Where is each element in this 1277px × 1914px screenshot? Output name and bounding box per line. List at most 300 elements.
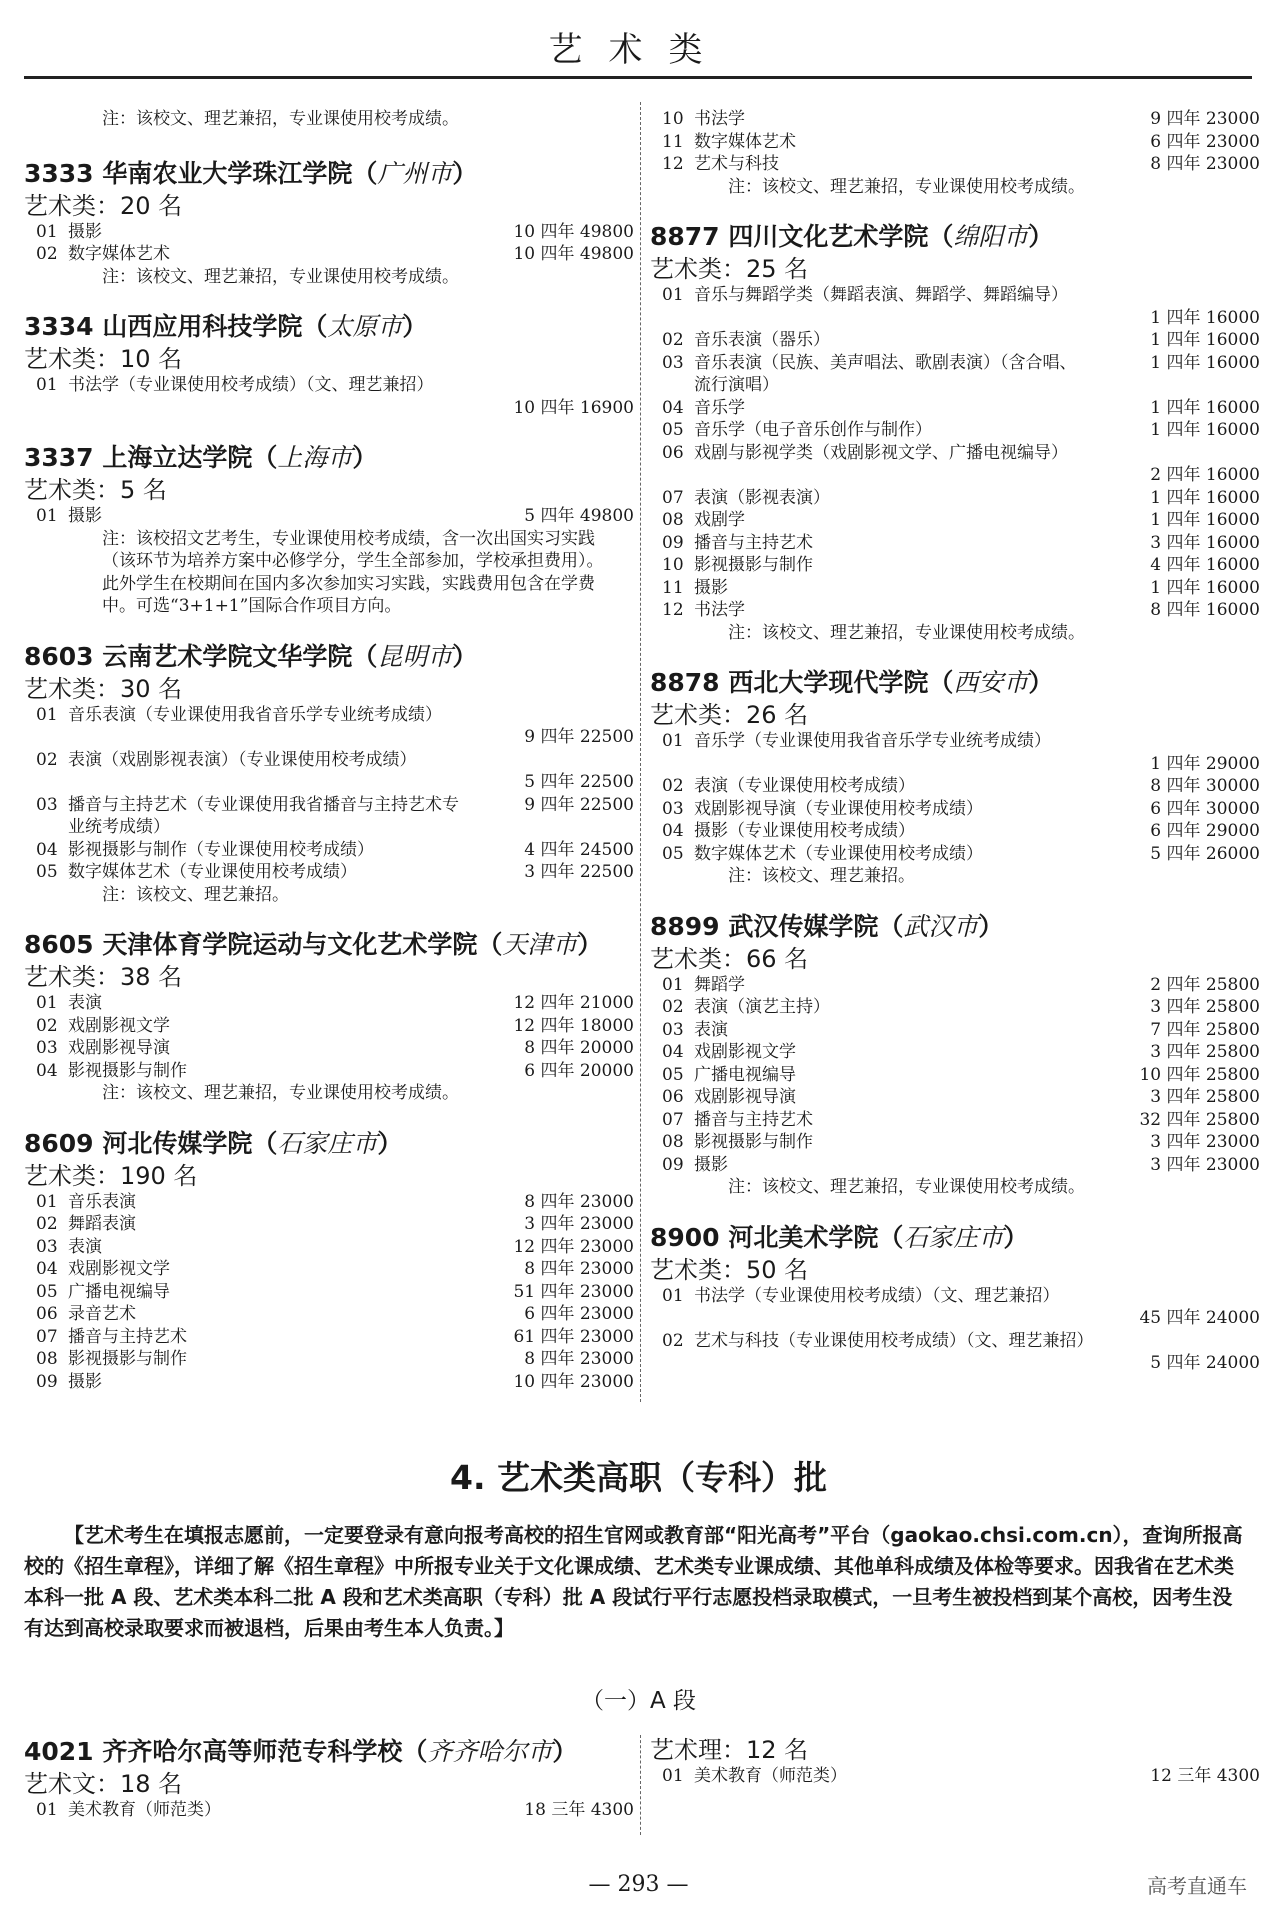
major-stats: 6 四年 30000 <box>1150 798 1260 819</box>
school-block <box>650 910 1260 1199</box>
school-block <box>650 666 1260 888</box>
school-city: 武汉市 <box>903 911 979 941</box>
school-block <box>24 310 634 419</box>
major-stats: 1 四年 16000 <box>1150 577 1260 598</box>
school-city: 西安市 <box>953 668 1029 697</box>
major-row <box>650 284 1260 329</box>
school-name: 山西应用科技学院 <box>102 312 303 341</box>
school-quota: 艺术类：30 名 <box>24 674 183 703</box>
top-note: 注：该校文、理艺兼招，专业课使用校考成绩。 <box>102 109 459 129</box>
school-title: 8877 四川文化艺术学院（绵阳市） <box>650 222 1054 251</box>
school-city: 石家庄市 <box>903 1222 1004 1252</box>
major-row <box>24 221 634 244</box>
major-number: 01 <box>36 506 58 526</box>
bottom-column-divider <box>640 1735 641 1835</box>
major-number: 01 <box>36 1191 58 1212</box>
major-stats: 45 四年 24000 <box>1139 1308 1260 1328</box>
major-number: 02 <box>662 776 684 796</box>
major-stats: 5 四年 26000 <box>1150 843 1260 864</box>
major-stats: 2 四年 16000 <box>1150 465 1260 485</box>
major-stats: 5 四年 49800 <box>524 506 634 526</box>
major-number: 05 <box>662 420 684 440</box>
major-row <box>650 419 1260 442</box>
major-name: 影视摄影与制作（专业课使用校考成绩） <box>68 839 374 860</box>
school-quota: 艺术理：12 名 <box>650 1736 809 1764</box>
major-name: 播音与主持艺术 <box>68 1326 187 1347</box>
major-number: 11 <box>662 577 684 598</box>
major-stats: 12 四年 18000 <box>513 1015 634 1036</box>
major-row <box>650 108 1260 131</box>
major-name: 录音艺术 <box>68 1304 136 1324</box>
major-stats: 6 四年 29000 <box>1150 821 1260 841</box>
school-title: 8899 武汉传媒学院（武汉市） <box>650 911 1004 941</box>
continued-majors <box>650 108 1260 198</box>
major-name: 表演 <box>694 1019 728 1040</box>
major-row <box>24 1281 634 1304</box>
school-title: 8609 河北传媒学院（石家庄市） <box>24 1128 403 1158</box>
major-name: 音乐表演（器乐） <box>694 330 830 350</box>
major-stats: 8 四年 20000 <box>524 1038 634 1058</box>
major-name: 广播电视编导 <box>694 1064 796 1085</box>
major-number: 01 <box>36 221 58 242</box>
major-name: 戏剧学 <box>694 510 745 530</box>
major-name: 戏剧影视导演（专业课使用校考成绩） <box>694 798 983 819</box>
major-row <box>24 1037 634 1060</box>
school-code: 8899 <box>650 911 720 941</box>
major-number: 01 <box>662 285 684 305</box>
major-row <box>650 532 1260 555</box>
major-number: 10 <box>662 555 684 575</box>
school-city: 上海市 <box>277 443 353 472</box>
school-note: 注：该校文、理艺兼招，专业课使用校考成绩。 <box>102 1083 459 1103</box>
major-name: 数字媒体艺术（专业课使用校考成绩） <box>68 862 357 882</box>
major-row <box>24 1236 634 1259</box>
major-name: 播音与主持艺术 <box>694 532 813 553</box>
major-row <box>650 397 1260 420</box>
major-stats: 7 四年 25800 <box>1150 1019 1260 1040</box>
major-name: 书法学（专业课使用校考成绩）（文、理艺兼招） <box>68 375 434 395</box>
major-name: 美术教育（师范类） <box>694 1766 847 1786</box>
major-number: 01 <box>36 993 58 1013</box>
major-name: 书法学（专业课使用校考成绩）（文、理艺兼招） <box>694 1285 1060 1306</box>
school-title: 3337 上海立达学院（上海市） <box>24 443 378 472</box>
major-number: 07 <box>662 1109 684 1130</box>
major-stats: 1 四年 16000 <box>1150 352 1260 373</box>
major-number: 05 <box>36 862 58 882</box>
major-name: 数字媒体艺术 <box>68 244 170 264</box>
major-stats: 1 四年 16000 <box>1150 397 1260 418</box>
school-city: 昆明市 <box>377 641 453 671</box>
major-stats: 5 四年 22500 <box>524 772 634 792</box>
school-block <box>24 640 634 907</box>
major-name: 戏剧影视文学 <box>68 1259 170 1279</box>
school-note: 注：该校文、理艺兼招，专业课使用校考成绩。 <box>728 622 1085 643</box>
school-city: 绵阳市 <box>953 222 1029 251</box>
major-row <box>24 374 634 419</box>
major-row <box>24 505 634 528</box>
major-stats: 3 四年 25800 <box>1150 1042 1260 1062</box>
school-note: 注：该校文、理艺兼招，专业课使用校考成绩。 <box>728 1177 1085 1197</box>
major-number: 04 <box>662 1042 684 1062</box>
major-stats: 1 四年 16000 <box>1150 510 1260 530</box>
school-code: 8609 <box>24 1128 94 1158</box>
school-quota: 艺术类：66 名 <box>650 944 809 973</box>
major-stats: 4 四年 24500 <box>524 839 634 860</box>
major-name: 表演（戏剧影视表演）（专业课使用校考成绩） <box>68 749 417 770</box>
major-number: 02 <box>36 244 58 264</box>
bottom-left-block <box>24 1735 634 1822</box>
school-title: 4021 齐齐哈尔高等师范专科学校（齐齐哈尔市） <box>24 1737 578 1766</box>
major-name: 表演 <box>68 1236 102 1257</box>
school-quota: 艺术类：26 名 <box>650 701 809 729</box>
major-row <box>650 131 1260 154</box>
major-stats: 1 四年 16000 <box>1150 420 1260 440</box>
major-name: 舞蹈学 <box>694 974 745 995</box>
major-stats: 32 四年 25800 <box>1139 1109 1260 1130</box>
major-row <box>650 1330 1260 1375</box>
major-stats: 10 四年 16900 <box>513 397 634 418</box>
school-note: 注：该校文、理艺兼招，专业课使用校考成绩。 <box>728 176 1085 197</box>
major-stats: 3 四年 23000 <box>1150 1154 1260 1175</box>
major-number: 02 <box>662 330 684 350</box>
major-number: 01 <box>36 704 58 725</box>
major-number: 01 <box>662 731 684 751</box>
major-row <box>24 1258 634 1281</box>
major-row <box>24 1213 634 1236</box>
major-row <box>650 996 1260 1019</box>
major-row <box>650 974 1260 997</box>
major-row <box>24 794 634 839</box>
major-row <box>24 243 634 266</box>
school-name: 河北美术学院 <box>728 1222 879 1252</box>
major-number: 04 <box>36 1259 58 1279</box>
major-name: 戏剧影视文学 <box>68 1015 170 1036</box>
major-stats: 3 四年 25800 <box>1150 1087 1260 1107</box>
subsection-title: （一）A 段 <box>580 1688 697 1714</box>
school-note: 注：该校文、理艺兼招，专业课使用校考成绩。 <box>102 266 459 287</box>
major-number: 09 <box>662 532 684 553</box>
major-name: 摄影 <box>694 1154 728 1175</box>
major-number: 09 <box>36 1371 58 1392</box>
major-stats: 18 三年 4300 <box>524 1800 634 1820</box>
major-stats: 3 四年 23000 <box>524 1214 634 1234</box>
major-number: 09 <box>662 1154 684 1175</box>
school-quota: 艺术类：50 名 <box>650 1255 809 1284</box>
intro-paragraph: 【艺术考生在填报志愿前，一定要登录有意向报考高校的招生官网或教育部“阳光高考”平台（gaokao.chsi.com.cn），查询所报高校的《招生章程》，详细了解《招生章程》中所报专业关于文化课成绩、艺术类专业课成绩、其他单科成绩及体检等要求。因我省在艺术类本科一批 A 段、艺术类本科二批 A 段和艺术类高职（专科）批 A 段试行平行志愿投档录取模式，一旦考生被投档到某个高校，因考生没有达到高校录取要求而被退档，后果由考生本人负责。】 <box>24 1523 1243 1640</box>
major-stats: 9 四年 22500 <box>524 794 634 815</box>
school-title: 3334 山西应用科技学院（太原市） <box>24 312 428 341</box>
major-row <box>650 730 1260 775</box>
major-row <box>650 599 1260 622</box>
school-name: 西北大学现代学院 <box>728 668 929 697</box>
major-name: 音乐与舞蹈学类（舞蹈表演、舞蹈学、舞蹈编导） <box>694 285 1068 305</box>
major-row <box>650 798 1260 821</box>
major-row <box>650 1154 1260 1177</box>
major-name: 表演（影视表演） <box>694 487 830 508</box>
major-row <box>24 1060 634 1083</box>
major-name: 播音与主持艺术（专业课使用我省播音与主持艺术专业统考成绩） <box>68 794 459 837</box>
major-row <box>24 1303 634 1326</box>
major-stats: 9 四年 23000 <box>1150 109 1260 129</box>
major-row <box>24 861 634 884</box>
major-name: 摄影 <box>694 577 728 598</box>
major-row <box>650 577 1260 600</box>
major-row <box>650 1019 1260 1042</box>
school-name: 云南艺术学院文华学院 <box>102 641 353 671</box>
school-name: 四川文化艺术学院 <box>728 222 929 251</box>
major-name: 艺术与科技（专业课使用校考成绩）（文、理艺兼招） <box>694 1330 1094 1351</box>
major-number: 03 <box>36 1038 58 1058</box>
school-title: 8900 河北美术学院（石家庄市） <box>650 1222 1029 1252</box>
major-number: 03 <box>662 798 684 819</box>
major-stats: 4 四年 16000 <box>1150 555 1260 575</box>
major-row <box>650 1109 1260 1132</box>
major-name: 戏剧影视文学 <box>694 1042 796 1062</box>
major-name: 美术教育（师范类） <box>68 1800 221 1820</box>
right-column <box>650 108 1260 1397</box>
major-stats: 8 四年 16000 <box>1150 600 1260 620</box>
header-rule <box>24 76 1252 79</box>
major-number: 03 <box>662 352 684 373</box>
major-number: 04 <box>36 839 58 860</box>
major-number: 02 <box>36 1015 58 1036</box>
major-name: 影视摄影与制作 <box>68 1349 187 1369</box>
school-name: 天津体育学院运动与文化艺术学院 <box>102 930 478 959</box>
brand-watermark: 高考直通车 <box>1147 1874 1247 1898</box>
school-quota: 艺术类：5 名 <box>24 476 167 504</box>
school-block <box>650 220 1260 644</box>
major-name: 摄影 <box>68 221 102 242</box>
major-name: 艺术与科技 <box>694 154 779 174</box>
major-row <box>650 843 1260 866</box>
school-name: 上海立达学院 <box>102 443 253 472</box>
school-name: 齐齐哈尔高等师范专科学校 <box>102 1737 403 1766</box>
major-number: 06 <box>662 1087 684 1107</box>
major-name: 数字媒体艺术（专业课使用校考成绩） <box>694 843 983 864</box>
major-name: 表演（专业课使用校考成绩） <box>694 776 915 796</box>
major-row <box>650 1041 1260 1064</box>
school-city: 齐齐哈尔市 <box>427 1737 553 1766</box>
major-name: 音乐学（电子音乐创作与制作） <box>694 420 932 440</box>
major-name: 音乐学 <box>694 397 745 418</box>
school-title: 8605 天津体育学院运动与文化艺术学院（天津市） <box>24 930 603 959</box>
major-number: 12 <box>662 600 684 620</box>
major-row <box>24 1348 634 1371</box>
major-number: 03 <box>662 1019 684 1040</box>
major-number: 01 <box>662 1766 684 1786</box>
major-row <box>24 749 634 794</box>
school-city: 石家庄市 <box>277 1128 378 1158</box>
school-code: 3334 <box>24 312 94 341</box>
major-name: 音乐表演（民族、美声唱法、歌剧表演）（含合唱、流行演唱） <box>694 352 1077 395</box>
major-number: 06 <box>36 1304 58 1324</box>
school-name: 华南农业大学珠江学院 <box>102 158 353 188</box>
school-code: 8603 <box>24 641 94 671</box>
major-row <box>24 704 634 749</box>
school-quota: 艺术类：190 名 <box>24 1161 198 1190</box>
major-row <box>650 1064 1260 1087</box>
school-city: 太原市 <box>327 312 403 341</box>
school-block <box>650 1221 1260 1375</box>
major-row <box>650 820 1260 843</box>
major-number: 08 <box>36 1349 58 1369</box>
major-row <box>24 1191 634 1214</box>
school-quota: 艺术类：20 名 <box>24 191 183 220</box>
school-code: 3333 <box>24 158 94 188</box>
major-name: 戏剧与影视学类（戏剧影视文学、广播电视编导） <box>694 442 1068 463</box>
major-name: 表演（演艺主持） <box>694 997 830 1017</box>
major-number: 05 <box>662 1064 684 1085</box>
page-header-title: 艺术类 <box>548 30 729 70</box>
major-name: 音乐表演（专业课使用我省音乐学专业统考成绩） <box>68 704 442 725</box>
major-stats: 9 四年 22500 <box>524 727 634 747</box>
school-block <box>24 1127 634 1394</box>
school-quota: 艺术类：10 名 <box>24 345 183 373</box>
major-stats: 6 四年 20000 <box>524 1060 634 1081</box>
major-number: 02 <box>36 1214 58 1234</box>
major-name: 书法学 <box>694 109 745 129</box>
major-row <box>650 1765 1260 1788</box>
major-number: 03 <box>36 1236 58 1257</box>
major-row <box>24 992 634 1015</box>
major-number: 04 <box>662 397 684 418</box>
school-title: 8603 云南艺术学院文华学院（昆明市） <box>24 641 478 671</box>
major-stats: 12 四年 23000 <box>513 1236 634 1257</box>
major-number: 08 <box>662 1132 684 1152</box>
school-code: 8605 <box>24 930 94 959</box>
major-number: 10 <box>662 109 684 129</box>
school-city: 广州市 <box>377 158 453 188</box>
major-row <box>24 1799 634 1822</box>
major-number: 08 <box>662 510 684 530</box>
school-name: 武汉传媒学院 <box>728 911 879 941</box>
major-name: 影视摄影与制作 <box>694 1132 813 1152</box>
major-name: 表演 <box>68 993 102 1013</box>
major-row <box>650 487 1260 510</box>
major-stats: 3 四年 25800 <box>1150 997 1260 1017</box>
major-row <box>650 329 1260 352</box>
major-name: 舞蹈表演 <box>68 1214 136 1234</box>
major-row <box>650 442 1260 487</box>
bottom-right-block <box>650 1735 1260 1788</box>
major-stats: 12 三年 4300 <box>1150 1766 1260 1786</box>
major-row <box>650 1086 1260 1109</box>
major-stats: 3 四年 23000 <box>1150 1132 1260 1152</box>
major-stats: 3 四年 16000 <box>1150 532 1260 553</box>
major-row <box>24 1015 634 1038</box>
school-quota: 艺术文：18 名 <box>24 1770 183 1798</box>
page-number: — 293 — <box>588 1872 689 1897</box>
major-name: 戏剧影视导演 <box>68 1038 170 1058</box>
major-number: 02 <box>662 997 684 1017</box>
major-row <box>650 1285 1260 1330</box>
major-number: 01 <box>662 974 684 995</box>
major-number: 12 <box>662 154 684 174</box>
school-title: 3333 华南农业大学珠江学院（广州市） <box>24 158 478 188</box>
major-stats: 1 四年 16000 <box>1150 307 1260 328</box>
school-code: 4021 <box>24 1737 94 1766</box>
major-row <box>24 1326 634 1349</box>
major-row <box>650 775 1260 798</box>
school-code: 3337 <box>24 443 94 472</box>
major-name: 摄影 <box>68 1371 102 1392</box>
major-row <box>650 352 1260 397</box>
major-stats: 1 四年 29000 <box>1150 753 1260 774</box>
major-row <box>24 1371 634 1394</box>
major-number: 01 <box>36 375 58 395</box>
major-stats: 8 四年 23000 <box>1150 154 1260 174</box>
major-row <box>650 554 1260 577</box>
major-stats: 6 四年 23000 <box>1150 131 1260 152</box>
major-stats: 10 四年 49800 <box>513 221 634 242</box>
major-number: 02 <box>662 1330 684 1351</box>
major-number: 04 <box>36 1060 58 1081</box>
major-number: 04 <box>662 821 684 841</box>
school-block <box>24 441 634 618</box>
major-stats: 1 四年 16000 <box>1150 487 1260 508</box>
major-name: 摄影 <box>68 506 102 526</box>
major-stats: 51 四年 23000 <box>513 1281 634 1302</box>
major-name: 播音与主持艺术 <box>694 1109 813 1130</box>
school-quota: 艺术类：25 名 <box>650 255 809 283</box>
major-stats: 6 四年 23000 <box>524 1304 634 1324</box>
school-note: 注：该校文、理艺兼招。 <box>102 884 289 905</box>
major-number: 05 <box>662 843 684 864</box>
major-number: 03 <box>36 794 58 815</box>
major-stats: 2 四年 25800 <box>1150 974 1260 995</box>
major-stats: 12 四年 21000 <box>513 993 634 1013</box>
major-number: 07 <box>662 487 684 508</box>
column-divider <box>640 102 641 1402</box>
major-stats: 8 四年 30000 <box>1150 776 1260 796</box>
major-name: 数字媒体艺术 <box>694 131 796 152</box>
major-row <box>24 839 634 862</box>
major-number: 11 <box>662 131 684 152</box>
school-code: 8878 <box>650 668 720 697</box>
major-number: 07 <box>36 1326 58 1347</box>
school-title: 8878 西北大学现代学院（西安市） <box>650 668 1054 697</box>
major-name: 影视摄影与制作 <box>68 1060 187 1081</box>
major-stats: 61 四年 23000 <box>513 1326 634 1347</box>
school-note: 注：该校文、理艺兼招。 <box>728 866 915 886</box>
major-name: 影视摄影与制作 <box>694 555 813 575</box>
major-stats: 10 四年 49800 <box>513 244 634 264</box>
major-name: 摄影（专业课使用校考成绩） <box>694 821 915 841</box>
major-row <box>650 1131 1260 1154</box>
major-stats: 10 四年 23000 <box>513 1371 634 1392</box>
school-block <box>24 157 634 289</box>
school-name: 河北传媒学院 <box>102 1128 253 1158</box>
major-stats: 3 四年 22500 <box>524 862 634 882</box>
major-number: 02 <box>36 749 58 770</box>
major-number: 05 <box>36 1281 58 1302</box>
major-name: 广播电视编导 <box>68 1281 170 1302</box>
left-column <box>24 108 634 1415</box>
major-number: 01 <box>662 1285 684 1306</box>
school-block <box>24 928 634 1105</box>
major-name: 音乐表演 <box>68 1191 136 1212</box>
school-code: 8900 <box>650 1222 720 1252</box>
major-number: 06 <box>662 442 684 463</box>
major-row <box>650 509 1260 532</box>
section-title: 4. 艺术类高职（专科）批 <box>450 1458 827 1497</box>
major-stats: 8 四年 23000 <box>524 1191 634 1212</box>
major-stats: 1 四年 16000 <box>1150 330 1260 350</box>
school-code: 8877 <box>650 222 720 251</box>
major-stats: 8 四年 23000 <box>524 1349 634 1369</box>
school-note: 注：该校招文艺考生，专业课使用校考成绩，含一次出国实习实践（该环节为培养方案中必修学分，学生全部参加，学校承担费用）。此外学生在校期间在国内多次参加实习实践，实践费用包含在学费中。可选“3+1+1”国际合作项目方向。 <box>102 528 604 616</box>
major-name: 戏剧影视导演 <box>694 1087 796 1107</box>
